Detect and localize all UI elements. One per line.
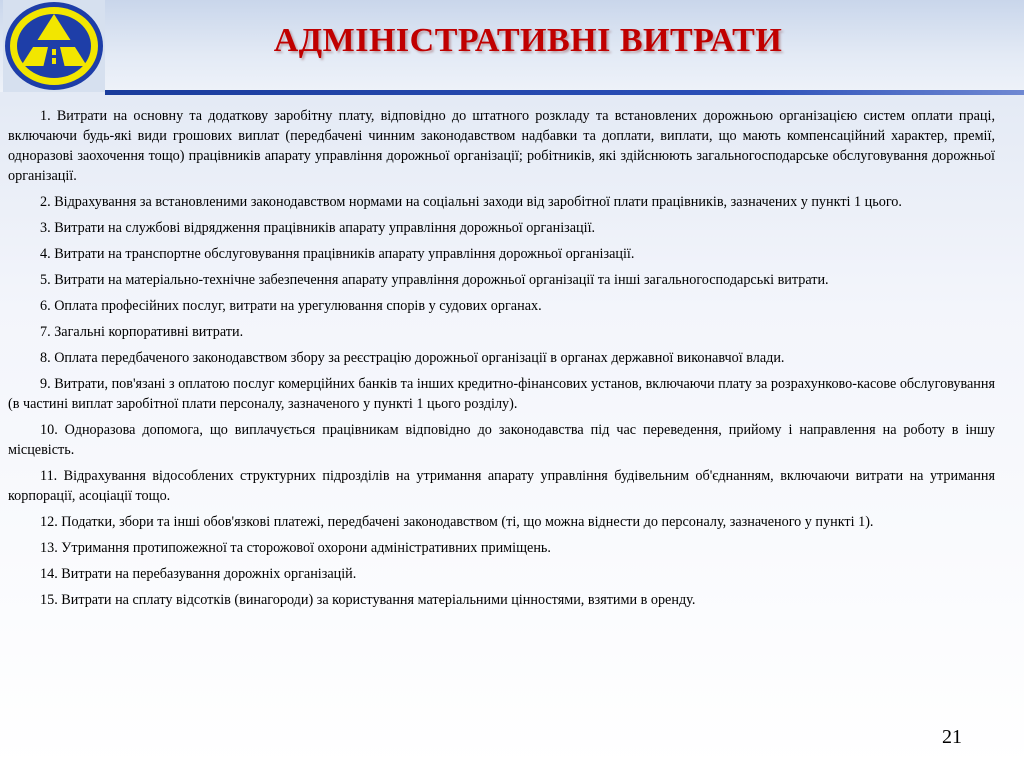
page-number: 21 xyxy=(942,726,962,748)
content-body xyxy=(8,106,995,616)
list-item: 3. Витрати на службові відрядження працівників апарату управління дорожньої організації. xyxy=(40,220,596,236)
list-item: 12. Податки, збори та інші обов'язкові платежі, передбачені законодавством (ті, що можна віднести до персоналу, зазначеного у пункті 1). xyxy=(40,514,874,530)
page-title: АДМІНІСТРАТИВНІ ВИТРАТИ xyxy=(273,22,783,59)
list-item: 4. Витрати на транспортне обслуговування працівників апарату управління дорожньої організації. xyxy=(40,246,635,262)
list-item: 13. Утримання протипожежної та сторожової охорони адміністративних приміщень. xyxy=(40,540,551,556)
list-item: 8. Оплата передбаченого законодавством збору за реєстрацію дорожньої організації в органах державної виконавчої влади. xyxy=(40,350,785,366)
list-item: 14. Витрати на перебазування дорожніх організацій. xyxy=(40,566,357,582)
list-item: 11. Відрахування відособлених структурних підрозділів на утримання апарату управління будівельним об'єднанням, включаючи витрати на утримання корпорації, асоціації тощо. xyxy=(8,468,995,504)
list-item: 15. Витрати на сплату відсотків (винагороди) за користування матеріальними цінностями, взятими в оренду. xyxy=(40,592,696,608)
road-logo-icon xyxy=(3,0,105,92)
slide-header xyxy=(0,0,1024,92)
list-item: 6. Оплата професійних послуг, витрати на урегулювання спорів у судових органах. xyxy=(40,298,542,314)
list-item: 9. Витрати, пов'язані з оплатою послуг комерційних банків та інших кредитно-фінансових установ, включаючи плату за розрахунково-касове обслуговування (в частині виплат заробітної плати персоналу, зазначеного у пункті 1 цього розділу). xyxy=(8,376,995,412)
list-item: 1. Витрати на основну та додаткову заробітну плату, відповідно до штатного розкладу та встановлених дорожньою організацією систем оплати праці, включаючи будь-які види грошових виплат (передбачені чинним законодавством надбавки та доплати, виплати, що мають компенсаційний характер, премії, одноразові заохочення тощо) працівників апарату управління дорожньої організації; робітників, які здійснюють загальногосподарське обслуговування дорожньої організації. xyxy=(8,108,995,184)
list-item: 7. Загальні корпоративні витрати. xyxy=(40,324,244,340)
list-item: 2. Відрахування за встановленими законодавством нормами на соціальні заходи від заробітної плати працівників, зазначених у пункті 1 цього. xyxy=(40,194,902,210)
header-divider xyxy=(105,90,1024,95)
list-item: 10. Одноразова допомога, що виплачується працівникам відповідно до законодавства під час переведення, прийому і направлення на роботу в іншу місцевість. xyxy=(8,422,995,458)
list-item: 5. Витрати на матеріально-технічне забезпечення апарату управління дорожньої організації та інші загальногосподарські витрати. xyxy=(40,272,829,288)
